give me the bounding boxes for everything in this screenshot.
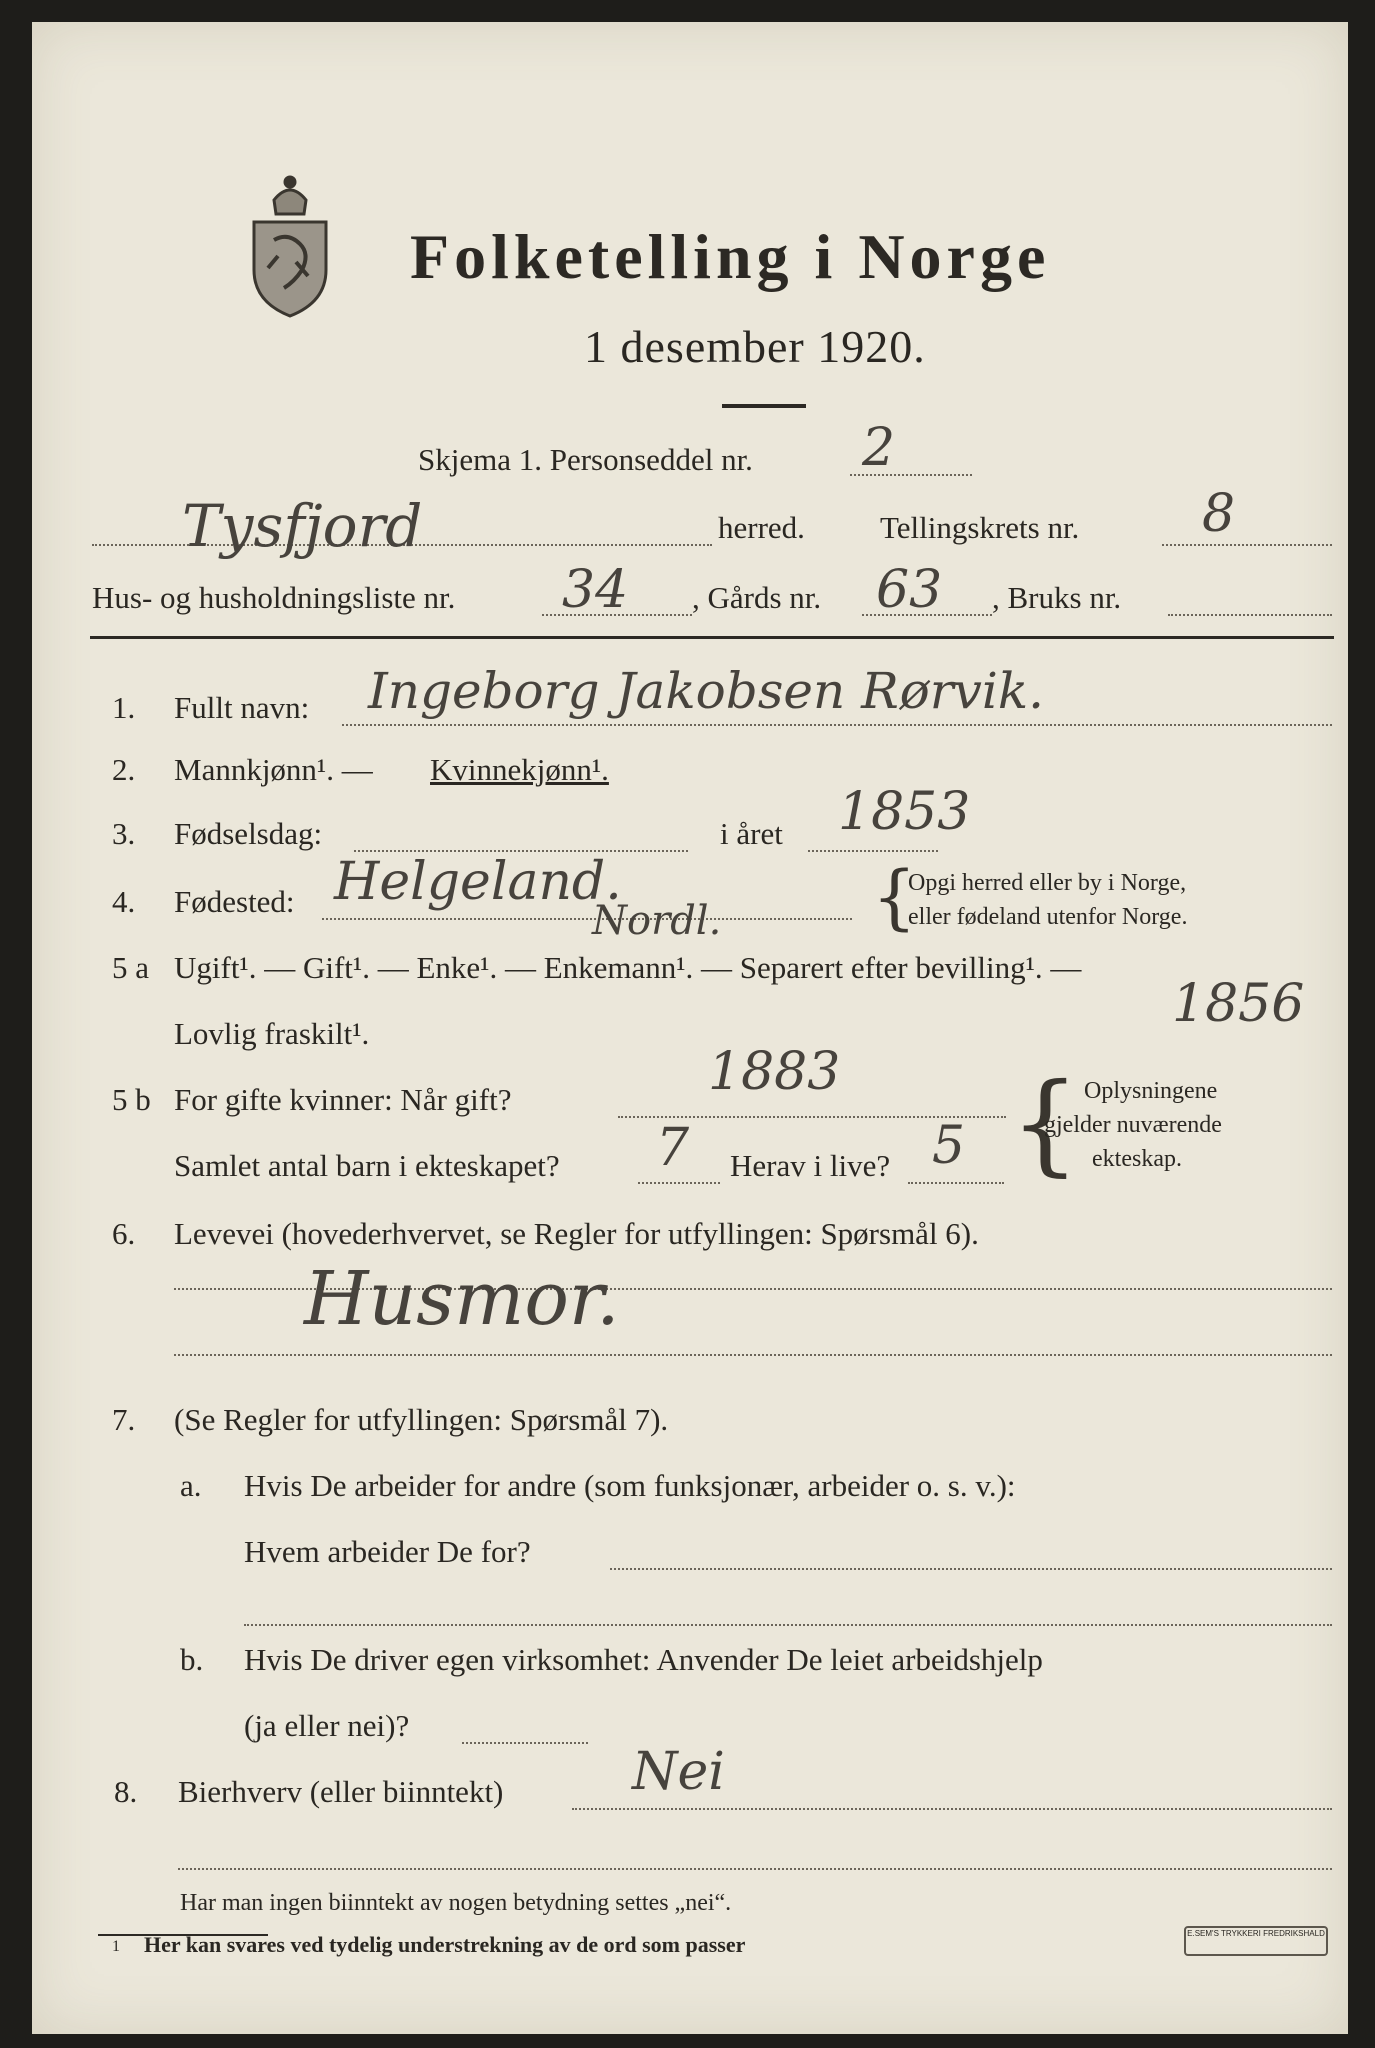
- census-form: [32, 22, 1348, 2034]
- q7a-line-2: Hvem arbeider De for?: [244, 1534, 531, 1569]
- q7a-letter: a.: [180, 1468, 202, 1503]
- title-divider: [722, 404, 806, 408]
- q4-birthplace-region: Nordl.: [592, 898, 722, 944]
- q7-label: (Se Regler for utfyllingen: Spørsmål 7).: [174, 1402, 669, 1437]
- q1-label: Fullt navn:: [174, 690, 310, 725]
- q5b-brace: {: [1010, 1059, 1080, 1187]
- q4-label: Fødested:: [174, 884, 295, 919]
- q4-note-1: Opgi herred eller by i Norge,: [908, 870, 1187, 896]
- q7a-line-1: Hvis De arbeider for andre (som funksjonær, arbeider o. s. v.):: [244, 1468, 1016, 1503]
- q2-number: 2.: [112, 752, 136, 787]
- q5a-line-1: Ugift¹. — Gift¹. — Enke¹. — Enkemann¹. — Separert efter bevilling¹. —: [174, 950, 1082, 985]
- q2-male: Mannkjønn¹. —: [174, 752, 373, 787]
- q5b-children-label: Samlet antal barn i ekteskapet?: [174, 1148, 560, 1183]
- husliste-label: Hus- og husholdningsliste nr.: [92, 580, 456, 615]
- q5b-alive: 5: [932, 1116, 966, 1176]
- q5b-note-3: ekteskap.: [1092, 1146, 1182, 1172]
- q4-note-2: eller fødeland utenfor Norge.: [908, 904, 1188, 930]
- q7b-line-2: (ja eller nei)?: [244, 1708, 410, 1743]
- notice-text: Har man ingen biinntekt av nogen betydning settes „nei“.: [180, 1890, 732, 1916]
- q6-number: 6.: [112, 1216, 136, 1251]
- q7b-letter: b.: [180, 1642, 204, 1677]
- form-title: Folketelling i Norge: [410, 221, 1051, 292]
- q5a-extra-year: 1856: [1172, 974, 1305, 1034]
- q8-number: 8.: [114, 1774, 138, 1809]
- q1-line: [342, 724, 1332, 726]
- q5a-line-2: Lovlig fraskilt¹.: [174, 1016, 370, 1051]
- printer-stamp: E.SEM'S TRYKKERI FREDRIKSHALD: [1184, 1926, 1328, 1956]
- tellingskrets-nr: 8: [1202, 484, 1236, 544]
- q5b-note-2: gjelder nuværende: [1044, 1112, 1222, 1138]
- gards-nr: 63: [876, 560, 943, 620]
- q7b-line: [462, 1742, 588, 1744]
- footnote-text: Her kan svares ved tydelig understrekning av de ord som passer: [144, 1932, 746, 1957]
- tellingskrets-line: [1162, 544, 1332, 546]
- q5b-married-year: 1883: [708, 1042, 841, 1102]
- bruks-line: [1168, 614, 1332, 616]
- q6-label: Levevei (hovederhvervet, se Regler for utfyllingen: Spørsmål 6).: [174, 1216, 979, 1251]
- q8-line-1: [572, 1808, 1332, 1810]
- q5b-children: 7: [656, 1118, 690, 1178]
- q3-year-line: [808, 850, 938, 852]
- husliste-nr: 34: [562, 560, 629, 620]
- census-date: 1 desember 1920.: [584, 321, 926, 372]
- skjema-label: Skjema 1. Personseddel nr.: [418, 442, 753, 477]
- footnote-mark: 1: [112, 1938, 120, 1955]
- q4-number: 4.: [112, 884, 136, 919]
- q5b-alive-label: Herav i live?: [730, 1148, 891, 1183]
- q3-label: Fødselsdag:: [174, 816, 323, 851]
- tellingskrets-label: Tellingskrets nr.: [880, 510, 1080, 545]
- q5b-children-line: [638, 1182, 720, 1184]
- bruks-label: , Bruks nr.: [992, 580, 1122, 615]
- q5b-number: 5 b: [112, 1082, 151, 1117]
- q5b-note-1: Oplysningene: [1084, 1078, 1218, 1104]
- q8-label: Bierhverv (eller biinntekt): [178, 1774, 504, 1809]
- q7a-line: [610, 1568, 1332, 1570]
- q7b-line-1: Hvis De driver egen virksomhet: Anvender De leiet arbeidshjelp: [244, 1642, 1043, 1677]
- q2-female: Kvinnekjønn¹.: [430, 752, 609, 787]
- q3-year: 1853: [838, 782, 971, 842]
- header-rule: [90, 636, 1334, 639]
- q4-line: [322, 918, 852, 920]
- q3-year-label: i året: [720, 816, 783, 851]
- q5a-number: 5 a: [112, 950, 150, 985]
- herred-value: Tysfjord: [182, 492, 423, 560]
- q6-occupation: Husmor.: [304, 1256, 620, 1342]
- q3-number: 3.: [112, 816, 136, 851]
- q1-number: 1.: [112, 690, 136, 725]
- q4-brace: {: [872, 856, 917, 938]
- q8-line-2: [178, 1868, 1332, 1870]
- q5b-alive-line: [908, 1182, 1004, 1184]
- q8-value: Nei: [632, 1742, 725, 1802]
- q5b-married-label: For gifte kvinner: Når gift?: [174, 1082, 512, 1117]
- q6-line-2: [174, 1354, 1332, 1356]
- personseddel-nr: 2: [862, 418, 896, 478]
- gards-label: , Gårds nr.: [692, 580, 822, 615]
- herred-label: herred.: [718, 510, 805, 545]
- q7-number: 7.: [112, 1402, 136, 1437]
- q4-birthplace: Helgeland.: [334, 852, 622, 912]
- q1-full-name: Ingeborg Jakobsen Rørvik.: [368, 662, 1045, 720]
- coat-of-arms-icon: [244, 170, 336, 320]
- q7a-line-extra: [244, 1624, 1332, 1626]
